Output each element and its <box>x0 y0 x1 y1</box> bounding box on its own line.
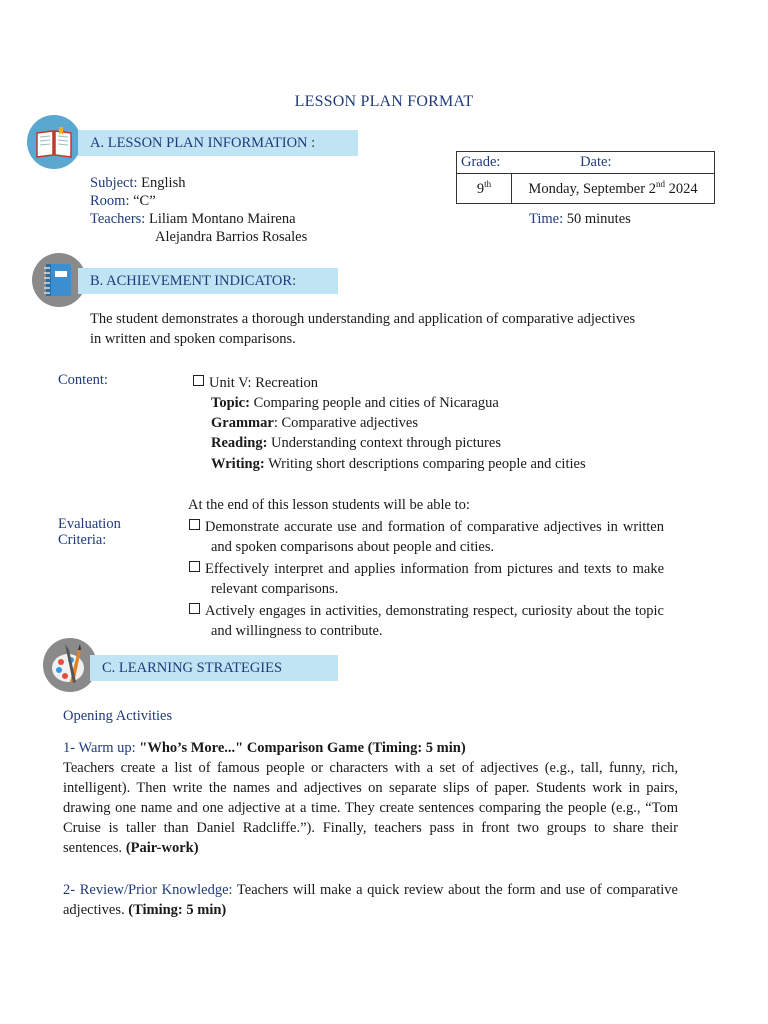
evaluation-list <box>189 517 664 641</box>
content-topic: Topic: Comparing people and cities of Nicaragua <box>211 395 499 411</box>
room-label: Room: <box>90 193 130 209</box>
checkbox-icon <box>189 519 200 530</box>
content-writing: Writing: Writing short descriptions comparing people and cities <box>211 456 586 472</box>
time-row <box>529 210 631 228</box>
grade-date-table <box>456 151 715 204</box>
subject-label: Subject: <box>90 175 138 191</box>
grade-value: 9th <box>457 174 512 204</box>
teachers-label: Teachers: <box>90 211 146 227</box>
achievement-line-2: in written and spoken comparisons. <box>90 331 296 347</box>
section-a-heading: A. LESSON PLAN INFORMATION : <box>78 130 358 156</box>
evaluation-item: Actively engages in activities, demonstrating respect, curiosity about the topic and willingness to contribute. <box>189 601 664 641</box>
grade-label: Grade: <box>461 154 501 170</box>
room-value: “C” <box>133 193 156 209</box>
subject-value: English <box>141 175 186 191</box>
content-unit: Unit V: Recreation <box>193 374 318 392</box>
teacher-2: Alejandra Barrios Rosales <box>155 229 308 245</box>
evaluation-item: Effectively interpret and applies information from pictures and texts to make relevant comparisons. <box>189 559 664 599</box>
evaluation-label: Evaluation Criteria: <box>58 516 121 548</box>
section-c-heading: C. LEARNING STRATEGIES <box>90 655 338 681</box>
content-label: Content: <box>58 372 108 388</box>
evaluation-item: Demonstrate accurate use and formation of comparative adjectives in written and spoken comparisons about people and cities. <box>189 517 664 557</box>
checkbox-icon <box>193 375 204 386</box>
achievement-line-1: The student demonstrates a thorough understanding and application of comparative adjectives <box>90 311 636 327</box>
content-grammar: Grammar: Comparative adjectives <box>211 415 418 431</box>
subject-row <box>90 174 185 192</box>
review-text: 2- Review/Prior Knowledge: Teachers will make a quick review about the form and use of comparative adjectives. (Timing: 5 min) <box>63 882 678 918</box>
checkbox-icon <box>189 561 200 572</box>
palette-icon <box>43 638 97 692</box>
time-label: Time: <box>529 211 564 227</box>
evaluation-intro: At the end of this lesson students will be able to: <box>188 497 470 513</box>
warmup-text: Teachers create a list of famous people or characters with a set of adjectives (e.g., tall, funny, rich, intelligent). Then write the names and adjectives on separate slips of paper. Students work in pairs, drawing one name and one adjective at a time. They create sentences comparing the people (e.g., “Tom Cruise is taller than Daniel Radcliffe.”). Finally, teachers pass in front two groups to share their sentences. (Pair-work) <box>63 760 678 856</box>
book-icon <box>27 115 81 169</box>
warmup-heading: 1- Warm up: "Who’s More..." Comparison Game (Timing: 5 min) <box>63 740 466 756</box>
opening-activities: Opening Activities <box>63 708 173 724</box>
teacher-1: Liliam Montano Mairena <box>148 211 296 227</box>
grade-date-header <box>457 152 715 174</box>
content-reading: Reading: Understanding context through pictures <box>211 435 501 451</box>
teachers-row <box>90 210 296 228</box>
date-label: Date: <box>580 154 612 170</box>
room-row <box>90 192 156 210</box>
time-value: 50 minutes <box>566 211 631 227</box>
date-value: Monday, September 2nd 2024 <box>512 174 715 204</box>
section-b-heading: B. ACHIEVEMENT INDICATOR: <box>78 268 338 294</box>
page-title: LESSON PLAN FORMAT <box>294 93 474 110</box>
checkbox-icon <box>189 603 200 614</box>
